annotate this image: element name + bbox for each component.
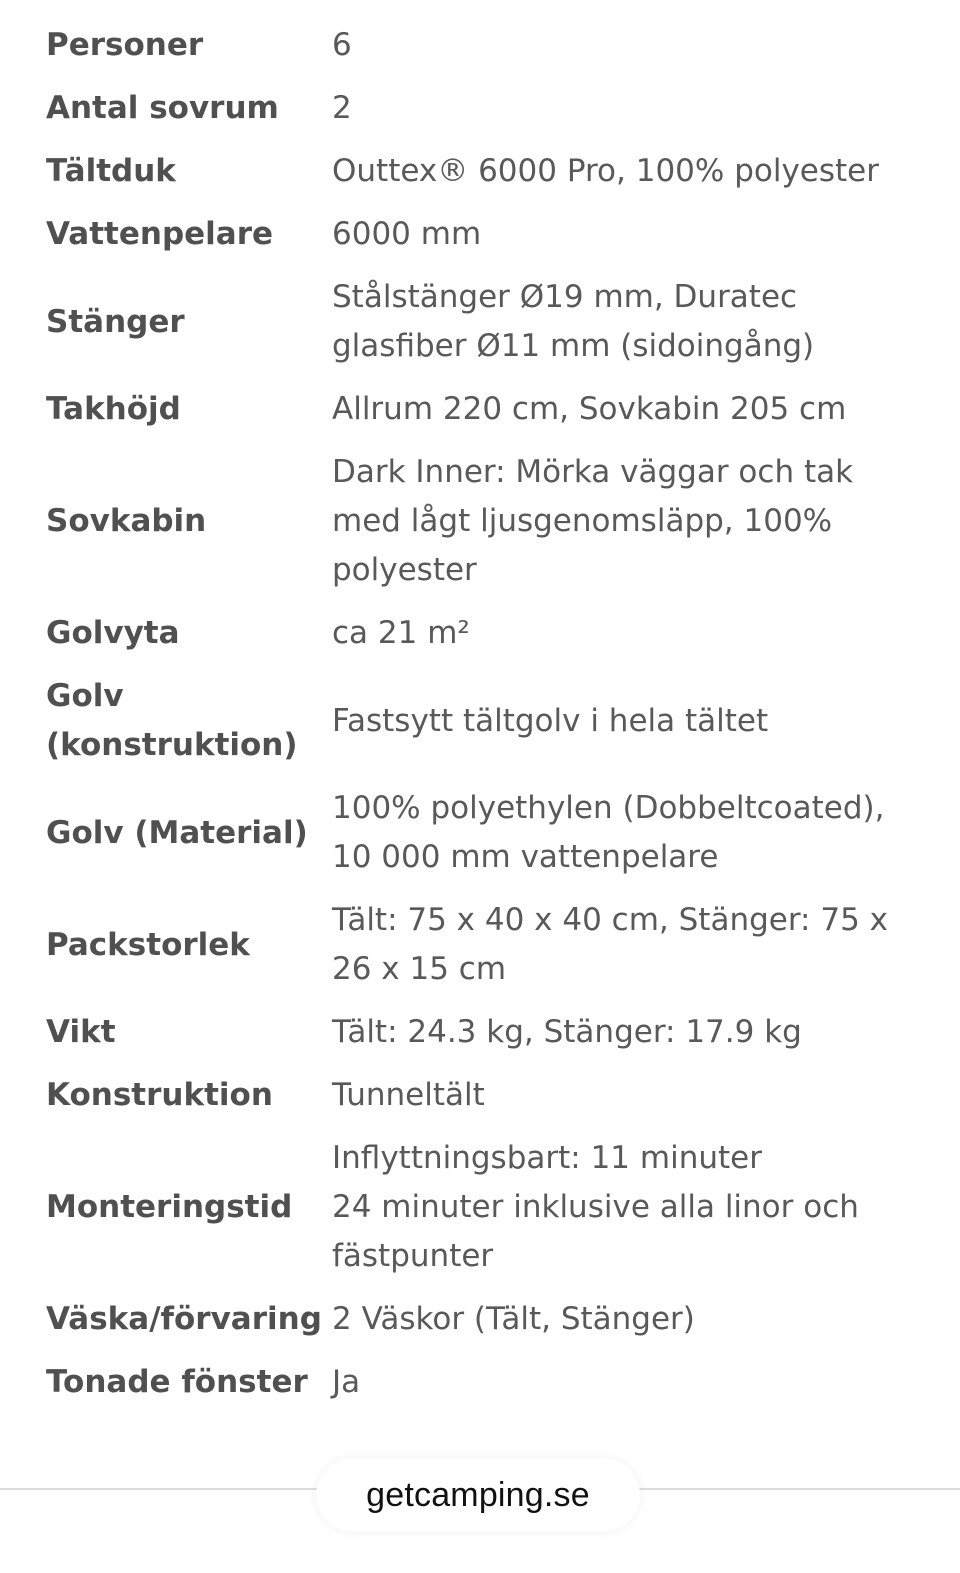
spec-value: Inflyttningsbart: 11 minuter 24 minuter inklusive alla linor och fästpunter bbox=[332, 1140, 859, 1274]
spec-value: 6000 mm bbox=[332, 216, 482, 252]
spec-value: Tunneltält bbox=[332, 1077, 485, 1113]
spec-value: Ja bbox=[332, 1364, 361, 1400]
spec-row bbox=[46, 1001, 916, 1064]
spec-label: Vikt bbox=[46, 1014, 116, 1050]
spec-row bbox=[46, 1288, 916, 1351]
spec-label: Personer bbox=[46, 27, 204, 63]
spec-label: Vattenpelare bbox=[46, 216, 274, 252]
spec-label: Tältduk bbox=[46, 153, 176, 189]
spec-label: Stänger bbox=[46, 303, 185, 340]
spec-row bbox=[46, 1351, 916, 1414]
spec-value: Outtex® 6000 Pro, 100% polyester bbox=[332, 153, 879, 189]
spec-label: Sovkabin bbox=[46, 503, 207, 539]
spec-value: 2 bbox=[332, 90, 352, 126]
spec-value: Fastsytt tältgolv i hela tältet bbox=[332, 702, 769, 739]
spec-label: Golvyta bbox=[46, 615, 180, 651]
spec-label: Golv (konstruktion) bbox=[46, 678, 298, 763]
spec-label: Väska/förvaring bbox=[46, 1301, 322, 1337]
domain-label: getcamping.se bbox=[366, 1475, 590, 1514]
spec-label: Takhöjd bbox=[46, 391, 181, 427]
spec-label: Konstruktion bbox=[46, 1077, 273, 1113]
spec-value: Tält: 75 x 40 x 40 cm, Stänger: 75 x 26 x 15 cm bbox=[332, 902, 889, 987]
spec-row bbox=[46, 140, 916, 203]
spec-label: Tonade fönster bbox=[46, 1364, 308, 1400]
spec-row bbox=[46, 602, 916, 665]
spec-row bbox=[46, 889, 916, 1001]
spec-value: Tält: 24.3 kg, Stänger: 17.9 kg bbox=[332, 1014, 802, 1050]
spec-table bbox=[46, 14, 916, 1414]
spec-row bbox=[46, 441, 916, 602]
spec-value: Dark Inner: Mörka väggar och tak med lågt ljusgenomsläpp, 100% polyester bbox=[332, 454, 854, 588]
spec-row bbox=[46, 77, 916, 140]
spec-value: Stålstänger Ø19 mm, Duratec glasfiber Ø11 mm (sidoingång) bbox=[332, 279, 815, 364]
spec-row bbox=[46, 1064, 916, 1127]
spec-row bbox=[46, 203, 916, 266]
spec-value: 6 bbox=[332, 27, 352, 63]
spec-label: Monteringstid bbox=[46, 1189, 293, 1225]
spec-row bbox=[46, 266, 916, 378]
spec-value: 2 Väskor (Tält, Stänger) bbox=[332, 1301, 695, 1337]
spec-value: ca 21 m² bbox=[332, 615, 470, 651]
url-pill[interactable] bbox=[316, 1458, 640, 1532]
spec-row bbox=[46, 1127, 916, 1288]
spec-table-body bbox=[46, 14, 916, 1414]
spec-label: Packstorlek bbox=[46, 926, 250, 963]
spec-value: 100% polyethylen (Dobbeltcoated), 10 000 mm vattenpelare bbox=[332, 790, 885, 875]
spec-label: Golv (Material) bbox=[46, 814, 308, 851]
spec-row bbox=[46, 665, 916, 777]
spec-value: Allrum 220 cm, Sovkabin 205 cm bbox=[332, 391, 847, 427]
spec-row bbox=[46, 14, 916, 77]
spec-row bbox=[46, 378, 916, 441]
spec-row bbox=[46, 777, 916, 889]
spec-label: Antal sovrum bbox=[46, 90, 279, 126]
